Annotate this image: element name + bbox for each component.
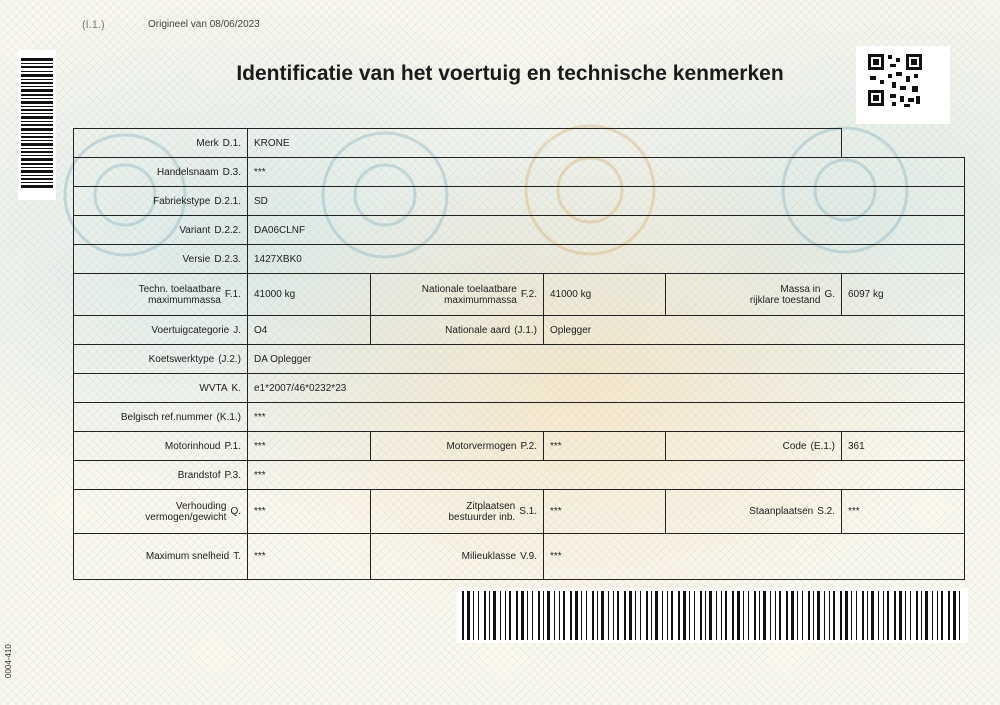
form-code: 0004-410 <box>4 644 13 678</box>
koetswerk-label: Koetswerktype (J.2.) <box>74 345 248 374</box>
table-row <box>74 374 965 403</box>
merk-label: Merk D.1. <box>74 129 248 158</box>
nat-aard-value: Oplegger <box>544 316 965 345</box>
handelsnaam-label: Handelsnaam D.3. <box>74 158 248 187</box>
nat-aard-label: Nationale aard (J.1.) <box>371 316 544 345</box>
g-value: 6097 kg <box>842 274 965 316</box>
left-barcode-icon <box>18 50 56 200</box>
g-label: Massa in rijklare toestand G. <box>666 274 842 316</box>
verhouding-value: *** <box>248 490 371 534</box>
motorvermogen-label: Motorvermogen P.2. <box>371 432 544 461</box>
merk-value: KRONE <box>248 129 842 158</box>
wvta-label: WVTA K. <box>74 374 248 403</box>
table-row <box>74 490 965 534</box>
vehicle-identification-table <box>73 128 965 580</box>
bottom-barcode-icon <box>456 588 968 643</box>
variant-value: DA06CLNF <box>248 216 965 245</box>
belgisch-label: Belgisch ref.nummer (K.1.) <box>74 403 248 432</box>
motorinhoud-label: Motorinhoud P.1. <box>74 432 248 461</box>
table-row <box>74 461 965 490</box>
table-row <box>74 345 965 374</box>
code-e1-value: 361 <box>842 432 965 461</box>
variant-label: Variant D.2.2. <box>74 216 248 245</box>
handelsnaam-value: *** <box>248 158 965 187</box>
qr-code-icon <box>856 46 950 124</box>
versie-value: 1427XBK0 <box>248 245 965 274</box>
f2-value: 41000 kg <box>544 274 666 316</box>
table-row <box>74 274 965 316</box>
table-row <box>74 216 965 245</box>
f2-label: Nationale toelaatbare maximummassa F.2. <box>371 274 544 316</box>
wvta-value: e1*2007/46*0232*23 <box>248 374 965 403</box>
zitplaatsen-value: *** <box>544 490 666 534</box>
document-title: Identificatie van het voertuig en technische kenmerken <box>236 62 784 85</box>
staanplaatsen-value: *** <box>842 490 965 534</box>
table-row <box>74 187 965 216</box>
original-date: Origineel van 08/06/2023 <box>148 19 260 30</box>
zitplaatsen-label: Zitplaatsen bestuurder inb. S.1. <box>371 490 544 534</box>
koetswerk-value: DA Oplegger <box>248 345 965 374</box>
table-row <box>74 403 965 432</box>
milieuklasse-value: *** <box>544 534 965 580</box>
code-e1-label: Code (E.1.) <box>666 432 842 461</box>
snelheid-value: *** <box>248 534 371 580</box>
brandstof-value: *** <box>248 461 965 490</box>
table-row <box>74 432 965 461</box>
motorvermogen-value: *** <box>544 432 666 461</box>
versie-label: Versie D.2.3. <box>74 245 248 274</box>
table-row <box>74 129 965 158</box>
snelheid-label: Maximum snelheid T. <box>74 534 248 580</box>
table-row <box>74 158 965 187</box>
milieuklasse-label: Milieuklasse V.9. <box>371 534 544 580</box>
categorie-value: O4 <box>248 316 371 345</box>
verhouding-label: Verhouding vermogen/gewicht Q. <box>74 490 248 534</box>
fabriekstype-value: SD <box>248 187 965 216</box>
table-row <box>74 245 965 274</box>
f1-label: Techn. toelaatbare maximummassa F.1. <box>74 274 248 316</box>
table-row <box>74 316 965 345</box>
fabriekstype-label: Fabriekstype D.2.1. <box>74 187 248 216</box>
motorinhoud-value: *** <box>248 432 371 461</box>
staanplaatsen-label: Staanplaatsen S.2. <box>666 490 842 534</box>
belgisch-value: *** <box>248 403 965 432</box>
brandstof-label: Brandstof P.3. <box>74 461 248 490</box>
categorie-label: Voertuigcategorie J. <box>74 316 248 345</box>
table-row <box>74 534 965 580</box>
f1-value: 41000 kg <box>248 274 371 316</box>
page-reference: (I.1.) <box>82 19 105 31</box>
